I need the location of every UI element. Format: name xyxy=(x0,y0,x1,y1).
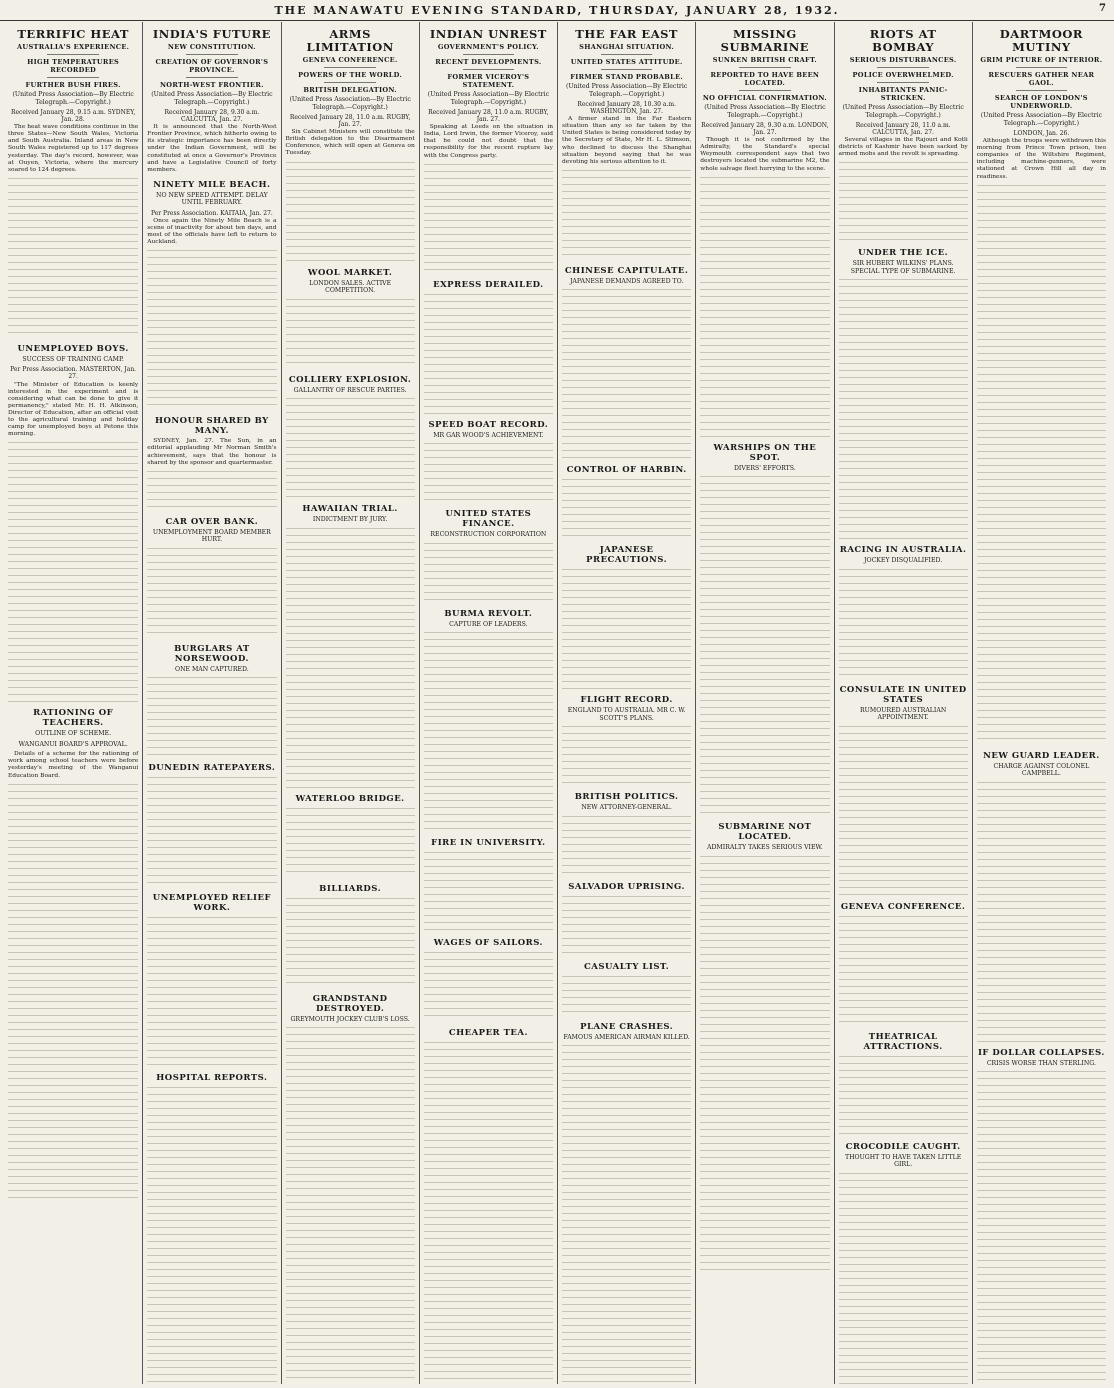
dateline: Per Press Association. KAITAIA, Jan. 27. xyxy=(150,209,273,217)
subhead: CHINESE CAPITULATE. xyxy=(564,265,689,276)
credit-line: (United Press Association—By Electric Telegraph.—Copyright.) xyxy=(704,104,826,119)
subhead: THEATRICAL ATTRACTIONS. xyxy=(863,1031,943,1052)
deck: SHANGHAI SITUATION. xyxy=(579,43,675,51)
deck: FIRMER STAND PROBABLE. xyxy=(570,73,684,81)
subhead: CHEAPER TEA. xyxy=(448,1028,528,1039)
article-body: Several villages in the Rajouri and Kotli districts of Kashmir have been sacked by armed mobs and the revolt is spreading. xyxy=(838,137,968,158)
column-terrific-heat xyxy=(4,22,142,1384)
dateline: Received January 28, 9.30 a.m. LONDON, Jan. 27. xyxy=(701,122,829,137)
subdeck: DIVERS' EFFORTS. xyxy=(733,464,796,472)
subhead: WARSHIPS ON THE SPOT. xyxy=(713,442,817,463)
deck: NORTH-WEST FRONTIER. xyxy=(159,81,264,89)
headline: ARMS LIMITATION xyxy=(306,27,394,54)
subhead: FLIGHT RECORD. xyxy=(580,695,673,706)
headline: DARTMOOR MUTINY xyxy=(999,27,1083,54)
article-body: A firmer stand in the Far Eastern situation than any so far taken by the United States is being considered today by the Secretary of State, Mr H. L. Stimson, who declined to discuss the Shanghai situation beyond saying that he was devoting his serious attention to it. xyxy=(562,116,692,165)
subdeck: WANGANUI BOARD'S APPROVAL. xyxy=(18,740,128,748)
article-body: "The Minister of Education is keenly interested in the experiment and is considering what can be done to give it permanency," stated Mr. H. H. Atkinson, Director of Education, after an official visit to the agricultural training and holiday camp for unemployed boys at Petone this morning. xyxy=(8,381,139,438)
article-body: Details of a scheme for the rationing of work among school teachers were before yesterday's meeting of the Wanganui Education Board. xyxy=(8,751,139,779)
subhead: WATERLOO BRIDGE. xyxy=(295,793,405,804)
credit-line: (United Press Association—By Electric Telegraph.—Copyright.) xyxy=(151,91,273,106)
subhead: UNEMPLOYED RELIEF WORK. xyxy=(152,893,271,914)
deck: FORMER VICEROY'S STATEMENT. xyxy=(447,73,530,89)
headline: INDIAN UNREST xyxy=(429,27,547,41)
subhead: CONSULATE IN UNITED STATES xyxy=(839,684,967,705)
subdeck: CHARGE AGAINST COLONEL CAMPBELL. xyxy=(993,762,1090,778)
dateline: Received January 28, 10.30 a.m. WASHINGTON, Jan. 27. xyxy=(577,101,676,116)
subhead: WOOL MARKET. xyxy=(307,267,393,278)
subhead: JAPANESE PRECAUTIONS. xyxy=(586,545,668,566)
subhead: DUNEDIN RATEPAYERS. xyxy=(148,763,276,774)
deck: UNITED STATES ATTITUDE. xyxy=(570,58,683,66)
article-body: Though it is not confirmed by the Admiralty, the Standard's special Weymouth correspondent says that two destroyers located the submarine M2, the whole salvage fleet hurrying to the scene. xyxy=(700,137,830,172)
credit-line: (United Press Association—By Electric Telegraph.—Copyright.) xyxy=(12,91,134,106)
subhead: BILLIARDS. xyxy=(319,883,382,894)
column-arms-limitation xyxy=(281,22,419,1384)
article-body: Although the troops were withdrawn this morning from Prince Town prison, two companies of the Wiltshire Regiment, including machine-gunners, were stationed at Crown Hill all day in readiness. xyxy=(976,138,1106,180)
deck: NEW CONSTITUTION. xyxy=(167,43,256,51)
headline: INDIA'S FUTURE xyxy=(152,27,271,41)
deck: SUNKEN BRITISH CRAFT. xyxy=(712,56,817,64)
deck: INHABITANTS PANIC-STRICKEN. xyxy=(858,86,948,102)
subhead: UNITED STATES FINANCE. xyxy=(445,509,532,530)
credit-line: (United Press Association—By Electric Telegraph.—Copyright.) xyxy=(565,83,688,98)
credit-line: (United Press Association—By Electric Telegraph.—Copyright.) xyxy=(842,104,964,119)
deck: POWERS OF THE WORLD. xyxy=(298,71,403,79)
subhead: SUBMARINE NOT LOCATED. xyxy=(718,822,812,843)
dateline: LONDON, Jan. 26. xyxy=(1013,130,1070,137)
subhead: NINETY MILE BEACH. xyxy=(153,179,271,190)
subhead: BRITISH POLITICS. xyxy=(574,792,679,803)
subhead: UNDER THE ICE. xyxy=(858,248,949,259)
article-body: Six Cabinet Ministers will constitute the British delegation to the Disarmament Conference, which will open at Geneva on Tuesday. xyxy=(285,129,415,157)
subhead: CROCODILE CAUGHT. xyxy=(845,1141,961,1152)
newspaper-columns xyxy=(4,22,1110,1384)
subdeck: ADMIRALTY TAKES SERIOUS VIEW. xyxy=(707,844,823,852)
dateline: Received January 28, 11.0 a.m. CALCUTTA, Jan. 27. xyxy=(855,122,951,137)
deck: RECENT DEVELOPMENTS. xyxy=(435,58,542,66)
deck: GOVERNMENT'S POLICY. xyxy=(437,43,539,51)
dateline: Per Press Association. MASTERTON, Jan. 27. xyxy=(10,366,137,381)
subhead: GENEVA CONFERENCE. xyxy=(840,901,966,912)
subhead: COLLIERY EXPLOSION. xyxy=(288,374,412,385)
subdeck: UNEMPLOYMENT BOARD MEMBER HURT. xyxy=(152,528,271,544)
subdeck: GREYMOUTH JOCKEY CLUB'S LOSS. xyxy=(290,1015,410,1023)
subdeck: JAPANESE DEMANDS AGREED TO. xyxy=(569,277,684,285)
deck: NO OFFICIAL CONFIRMATION. xyxy=(702,94,827,102)
subhead: HOSPITAL REPORTS. xyxy=(156,1073,268,1084)
subhead: PLANE CRASHES. xyxy=(580,1021,674,1032)
subhead: BURMA REVOLT. xyxy=(444,608,533,619)
deck: GENEVA CONFERENCE. xyxy=(302,56,398,64)
deck: SERIOUS DISTURBANCES. xyxy=(849,56,957,64)
subdeck: MR GAR WOOD'S ACHIEVEMENT. xyxy=(433,431,544,439)
subdeck: NEW ATTORNEY-GENERAL. xyxy=(581,804,672,812)
column-far-east xyxy=(557,22,695,1384)
article-body: SYDNEY, Jan. 27. The Sun, in an editorial applauding Mr Norman Smith's achievement, says that the honour is shared by the sponsor and quartermaster. xyxy=(147,438,277,466)
dateline: Received January 28, 9.30 a.m. CALCUTTA, Jan. 27. xyxy=(164,109,260,124)
masthead-title: THE MANAWATU EVENING STANDARD, THURSDAY, JANUARY 28, 1932. xyxy=(274,3,840,17)
dateline: Received January 28, 11.0 a.m. RUGBY, Jan. 27. xyxy=(289,114,411,129)
headline: THE FAR EAST xyxy=(575,27,678,41)
credit-line: (United Press Association—By Electric Telegraph.—Copyright.) xyxy=(289,96,411,111)
subhead: SALVADOR UPRISING. xyxy=(568,881,685,892)
article-body: It is announced that the North-West Frontier Province, which hitherto owing to its strategic importance has been directly under the Indian Government, will be constituted at once a Governor's Province and have a Legislative Council of forty members. xyxy=(147,124,277,173)
article-body: The heat wave conditions continue in the three States—New South Wales, Victoria and South Australia. Inland areas in New South Wales registered up to 117 degrees yesterday. The day's record, however, was at Ouyen, Victoria, where the mercury soared to 124 degrees. xyxy=(8,124,139,173)
subdeck: GALLANTRY OF RESCUE PARTIES. xyxy=(293,386,407,394)
headline: RIOTS AT BOMBAY xyxy=(869,27,937,54)
subdeck: CRISIS WORSE THAN STERLING. xyxy=(986,1059,1096,1067)
deck: REPORTED TO HAVE BEEN LOCATED. xyxy=(710,71,820,87)
subhead: RATIONING OF TEACHERS. xyxy=(33,708,114,729)
deck: POLICE OVERWHELMED. xyxy=(852,71,954,79)
subdeck: LONDON SALES. ACTIVE COMPETITION. xyxy=(309,279,392,295)
subhead: FIRE IN UNIVERSITY. xyxy=(431,838,546,849)
article-body: Once again the Ninety Mile Beach is a scene of inactivity for about ten days, and most of the officials have left to return to Auckland. xyxy=(147,217,277,246)
deck: BRITISH DELEGATION. xyxy=(303,86,397,94)
credit-line: (United Press Association—By Electric Telegraph.—Copyright.) xyxy=(427,91,550,106)
deck: CREATION OF GOVERNOR'S PROVINCE. xyxy=(155,58,269,74)
subdeck: JOCKEY DISQUALIFIED. xyxy=(864,557,943,565)
subhead: CAR OVER BANK. xyxy=(165,516,259,527)
subhead: CASUALTY LIST. xyxy=(584,961,670,972)
subdeck: RECONSTRUCTION CORPORATION xyxy=(430,531,547,539)
subdeck: CAPTURE OF LEADERS. xyxy=(449,620,528,628)
headline: MISSING SUBMARINE xyxy=(720,27,810,54)
subdeck: SIR HUBERT WILKINS' PLANS. SPECIAL TYPE OF SUBMARINE. xyxy=(850,260,956,275)
subhead: CONTROL OF HARBIN. xyxy=(566,465,687,476)
subdeck: INDICTMENT BY JURY. xyxy=(312,516,388,524)
subhead: UNEMPLOYED BOYS. xyxy=(17,343,129,354)
subdeck: ENGLAND TO AUSTRALIA. MR C. W. SCOTT'S PLANS. xyxy=(567,707,686,722)
subhead: GRANDSTAND DESTROYED. xyxy=(312,993,388,1014)
credit-line: (United Press Association—By Electric Telegraph.—Copyright.) xyxy=(980,112,1103,127)
deck: AUSTRALIA'S EXPERIENCE. xyxy=(16,43,130,51)
subhead: EXPRESS DERAILED. xyxy=(433,279,544,290)
subdeck: RUMOURED AUSTRALIAN APPOINTMENT. xyxy=(860,706,947,722)
deck: HIGH TEMPERATURES RECORDED xyxy=(27,58,120,74)
deck: FURTHER BUSH FIRES. xyxy=(25,81,121,89)
subdeck: OUTLINE OF SCHEME. xyxy=(35,730,112,738)
column-indian-unrest xyxy=(419,22,557,1384)
deck: SEARCH OF LONDON'S UNDERWORLD. xyxy=(994,94,1088,110)
subhead: HAWAIIAN TRIAL. xyxy=(302,504,398,515)
subhead: NEW GUARD LEADER. xyxy=(983,750,1100,761)
column-indias-future xyxy=(142,22,280,1384)
headline: TERRIFIC HEAT xyxy=(17,27,129,41)
page-number: 7 xyxy=(1099,3,1106,14)
subdeck: THOUGHT TO HAVE TAKEN LITTLE GIRL. xyxy=(845,1153,962,1169)
column-dartmoor-mutiny xyxy=(972,22,1110,1384)
column-riots-bombay xyxy=(834,22,972,1384)
subdeck: SUCCESS OF TRAINING CAMP. xyxy=(22,355,124,363)
deck: GRIM PICTURE OF INTERIOR. xyxy=(980,56,1103,64)
masthead xyxy=(0,0,1114,21)
subhead: WAGES OF SAILORS. xyxy=(433,938,544,949)
subhead: BURGLARS AT NORSEWOOD. xyxy=(174,643,250,664)
column-missing-submarine xyxy=(695,22,833,1384)
subdeck: FAMOUS AMERICAN AIRMAN KILLED. xyxy=(563,1033,690,1041)
subhead: IF DOLLAR COLLAPSES. xyxy=(977,1047,1105,1058)
subhead: HONOUR SHARED BY MANY. xyxy=(154,416,269,437)
article-body: Speaking at Leeds on the situation in India, Lord Irwin, the former Viceroy, said that he could not doubt that the responsibility for the recent rupture lay with the Congress party. xyxy=(423,124,553,159)
subhead: RACING IN AUSTRALIA. xyxy=(839,545,967,556)
subhead: SPEED BOAT RECORD. xyxy=(428,419,549,430)
dateline: Received January 28, 11.0 a.m. RUGBY, Jan. 27. xyxy=(428,109,549,124)
deck: RESCUERS GATHER NEAR GAOL. xyxy=(988,71,1095,87)
subdeck: NO NEW SPEED ATTEMPT. DELAY UNTIL FEBRUARY. xyxy=(156,191,268,207)
dateline: Received January 28, 9.15 a.m. SYDNEY, Jan. 28. xyxy=(10,109,136,124)
subdeck: ONE MAN CAPTURED. xyxy=(175,665,249,673)
